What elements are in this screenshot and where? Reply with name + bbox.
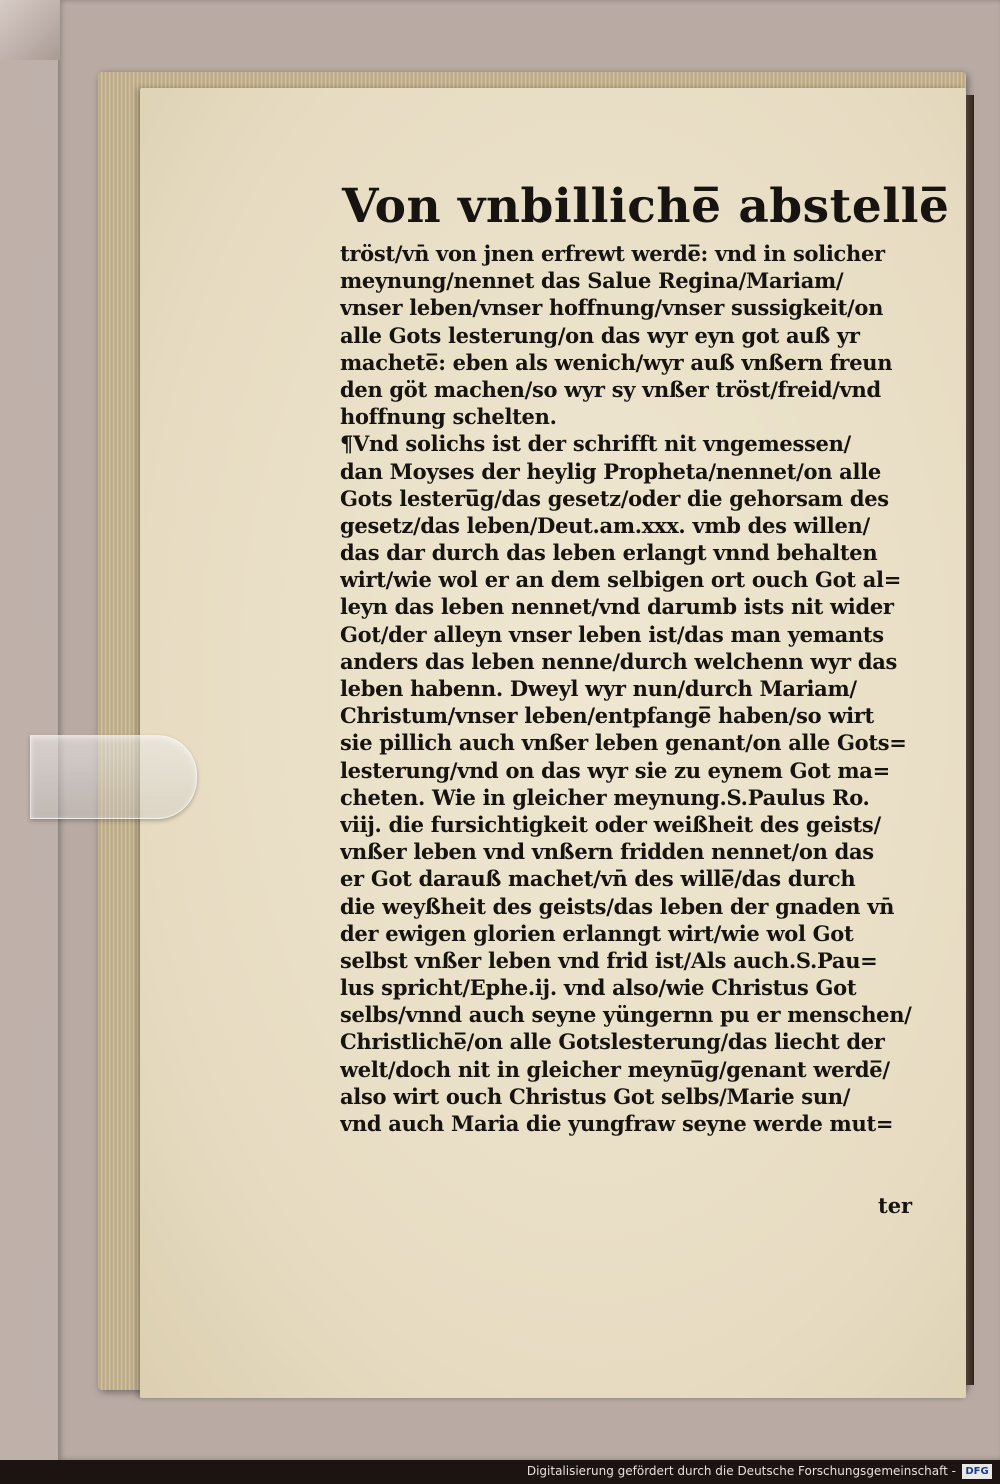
- text-line: tröst/vn̄ von jnen erfrewt werde̅: vnd in solicher: [340, 241, 885, 266]
- text-line: hoffnung schelten.: [340, 404, 557, 430]
- text-line: Gots lesteru̅g/das gesetz/oder die gehorsam des: [340, 485, 889, 511]
- text-line: sie pillich auch vnßer leben genant/on alle Gots=: [340, 730, 907, 756]
- text-line: selbs/vnnd auch seyne yüngernn pu er menschen/: [340, 1002, 912, 1028]
- text-line: also wirt ouch Christus Got selbs/Marie sun/: [340, 1083, 851, 1109]
- page-text: [340, 176, 950, 1137]
- text-line: vnd auch Maria die yungfraw seyne werde mut=: [340, 1111, 894, 1136]
- cover-flap: [0, 0, 60, 60]
- text-line: Got/der alleyn vnser leben ist/das man yemants: [340, 621, 884, 647]
- text-line: leyn das leben nennet/vnd darumb ists nit wider: [340, 594, 894, 620]
- text-line: lus spricht/Ephe.ij. vnd also/wie Christus Got: [340, 975, 857, 1001]
- funding-credit: Digitalisierung gefördert durch die Deutsche Forschungsgemeinschaft -: [526, 1464, 956, 1478]
- text-line: Christum/vnser leben/entpfange̅ haben/so wirt: [340, 703, 874, 729]
- text-line: vnßer leben vnd vnßern fridden nennet/on das: [340, 839, 874, 865]
- text-line: den göt machen/so wyr sy vnßer tröst/freid/vnd: [340, 376, 881, 402]
- text-line: der ewigen glorien erlanngt wirt/wie wol Got: [340, 920, 854, 946]
- text-line: cheten. Wie in gleicher meynung.S.Paulus Ro.: [340, 784, 870, 810]
- text-line: anders das leben nenne/durch welchenn wyr das: [340, 648, 898, 674]
- text-line: vnser leben/vnser hoffnung/vnser sussigkeit/on: [340, 295, 884, 321]
- text-line: gesetz/das leben/Deut.am.xxx. vmb des willen/: [340, 512, 870, 538]
- text-line: das dar durch das leben erlangt vnnd behalten: [340, 540, 878, 566]
- text-line: leben habenn. Dweyl wyr nun/durch Mariam/: [340, 676, 857, 701]
- text-line: selbst vnßer leben vnd frid ist/Als auch.S.Pau=: [340, 947, 878, 973]
- text-line: lesterung/vnd on das wyr sie zu eynem Got ma=: [340, 757, 890, 783]
- text-line: meynung/nennet das Salue Regina/Mariam/: [340, 268, 844, 294]
- footer-bar: [0, 1460, 1000, 1484]
- text-line: Christliche̅/on alle Gotslesterung/das liecht der: [340, 1029, 885, 1055]
- catchword: ter: [878, 1193, 913, 1218]
- text-lines: [340, 240, 938, 1137]
- text-line: machete̅: eben als wenich/wyr auß vnßern freun: [340, 349, 893, 375]
- page-heading: Von vnbilliche̅ abstelle̅: [342, 179, 950, 234]
- dfg-logo: DFG: [962, 1464, 992, 1479]
- text-line: dan Moyses der heylig Propheta/nennet/on alle: [340, 458, 881, 484]
- text-line: ¶Vnd solichs ist der schrifft nit vngemessen/: [340, 431, 851, 457]
- text-line: die weyßheit des geists/das leben der gnaden vn̄: [340, 893, 895, 919]
- plastic-clip: [30, 735, 197, 819]
- text-line: er Got darauß machet/vn̄ des wille̅/das durch: [340, 866, 856, 892]
- text-line: welt/doch nit in gleicher meynu̅g/genant werde̅/: [340, 1056, 890, 1082]
- text-line: viij. die fursichtigkeit oder weißheit des geists/: [340, 811, 881, 837]
- text-line: wirt/wie wol er an dem selbigen ort ouch Got al=: [340, 567, 901, 593]
- text-line: alle Gots lesterung/on das wyr eyn got auß yr: [340, 322, 860, 348]
